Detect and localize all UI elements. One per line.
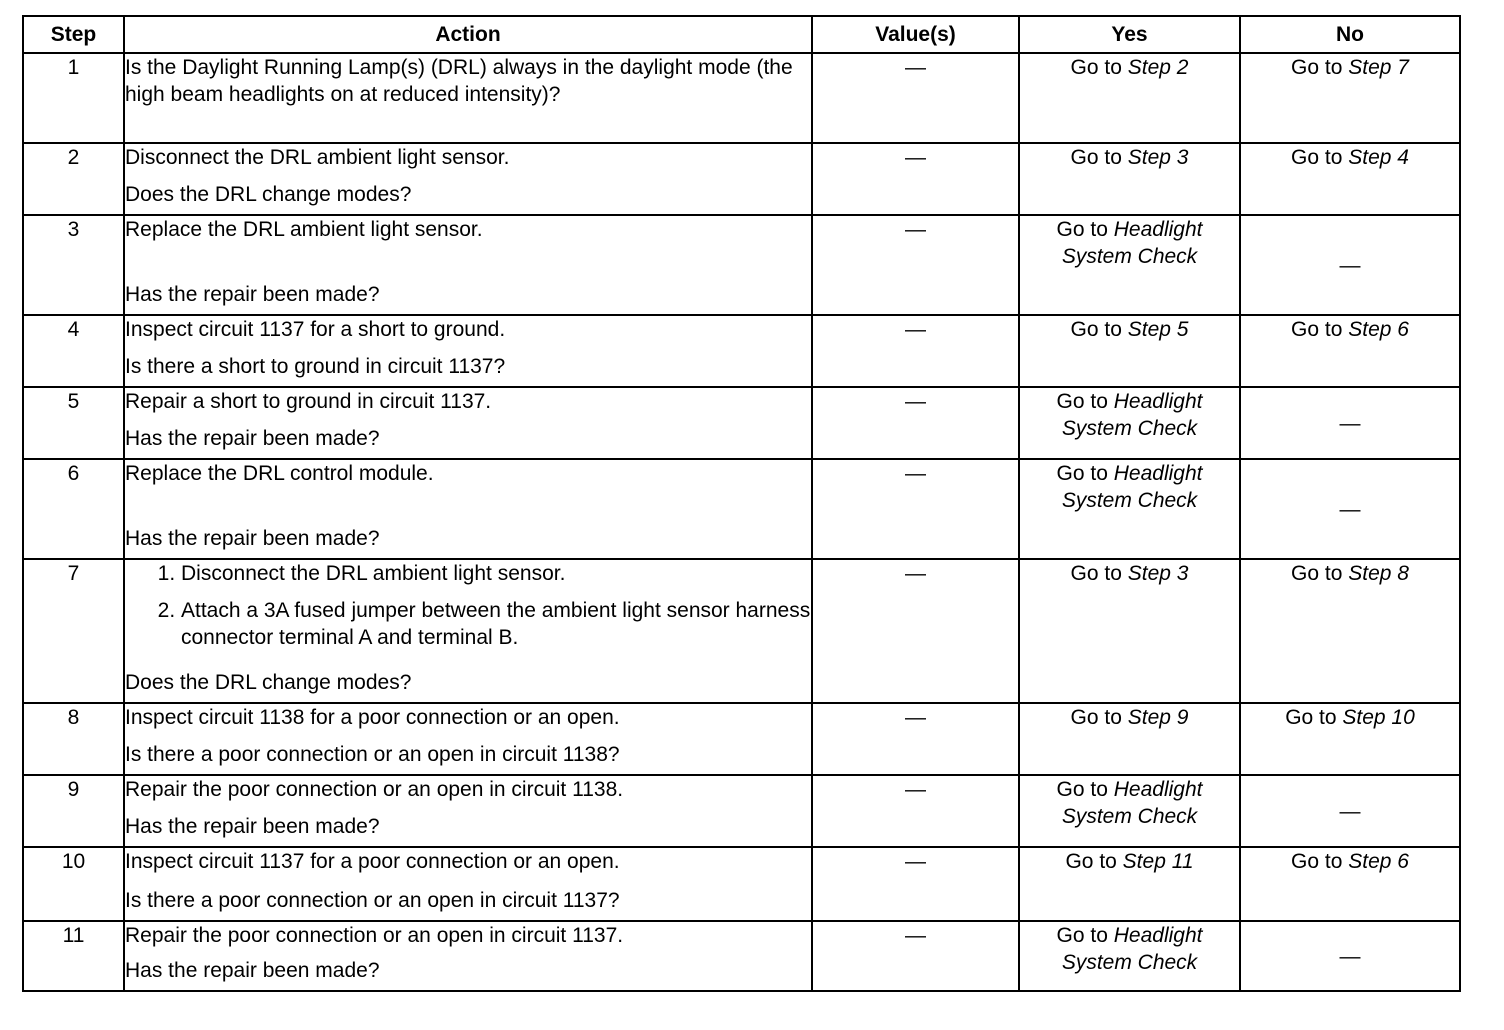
header-row <box>23 16 1460 53</box>
yes-goto-target[interactable]: Step 9 <box>1127 706 1189 729</box>
step-number: 8 <box>23 703 124 775</box>
value-cell: — <box>812 775 1019 847</box>
yes-goto-prefix: Go to <box>1070 146 1128 169</box>
step-number: 9 <box>23 775 124 847</box>
action-cell <box>124 315 812 387</box>
action-content <box>125 922 811 984</box>
action-content <box>125 216 811 308</box>
yes-cell <box>1019 143 1240 215</box>
yes-cell <box>1019 775 1240 847</box>
action-instruction: Replace the DRL control module. <box>125 462 434 485</box>
yes-goto-prefix: Go to <box>1070 318 1128 341</box>
yes-goto-prefix: Go to <box>1056 390 1114 413</box>
action-substeps <box>125 560 811 657</box>
no-goto-target[interactable]: Step 10 <box>1342 706 1415 729</box>
yes-cell <box>1019 559 1240 703</box>
action-cell <box>124 215 812 315</box>
action-cell <box>124 921 812 991</box>
action-cell <box>124 53 812 143</box>
action-question: Is there a poor connection or an open in circuit 1138? <box>125 743 620 766</box>
value-cell: — <box>812 847 1019 921</box>
action-cell <box>124 559 812 703</box>
no-cell <box>1240 703 1460 775</box>
step-number: 3 <box>23 215 124 315</box>
no-goto-target[interactable]: Step 6 <box>1348 850 1409 873</box>
step-number: 2 <box>23 143 124 215</box>
action-instruction: Repair the poor connection or an open in circuit 1138. <box>125 778 624 801</box>
no-goto-prefix: Go to <box>1285 706 1343 729</box>
no-goto-prefix: Go to <box>1291 146 1349 169</box>
yes-goto-target[interactable]: Headlight System Check <box>1061 462 1203 512</box>
action-content <box>125 54 811 136</box>
action-question: Has the repair been made? <box>125 527 380 550</box>
no-goto-prefix: Go to <box>1291 850 1349 873</box>
action-content <box>125 776 811 840</box>
action-substep: 1. Disconnect the DRL ambient light sensor. <box>181 560 811 587</box>
no-cell <box>1240 459 1460 559</box>
action-instruction: Inspect circuit 1137 for a short to ground. <box>125 318 506 341</box>
action-instruction: Repair the poor connection or an open in circuit 1137. <box>125 924 624 947</box>
no-goto-target[interactable]: Step 8 <box>1348 562 1409 585</box>
yes-goto-target[interactable]: Headlight System Check <box>1061 924 1203 974</box>
table-row <box>23 143 1460 215</box>
action-content <box>125 704 811 768</box>
table-body <box>23 53 1460 991</box>
yes-goto-target[interactable]: Step 11 <box>1122 850 1194 873</box>
table-row <box>23 215 1460 315</box>
no-cell <box>1240 215 1460 315</box>
yes-goto-target[interactable]: Headlight System Check <box>1061 778 1203 828</box>
no-cell <box>1240 921 1460 991</box>
action-cell <box>124 459 812 559</box>
no-value-dash: — <box>1339 497 1361 521</box>
yes-goto-prefix: Go to <box>1056 462 1114 485</box>
table-row <box>23 559 1460 703</box>
action-question: Has the repair been made? <box>125 815 380 838</box>
action-content <box>125 144 811 208</box>
no-cell <box>1240 143 1460 215</box>
yes-cell <box>1019 703 1240 775</box>
yes-goto-target[interactable]: Step 5 <box>1127 318 1189 341</box>
yes-cell <box>1019 921 1240 991</box>
diagnostic-table <box>22 15 1461 992</box>
yes-cell <box>1019 53 1240 143</box>
no-goto-target[interactable]: Step 6 <box>1348 318 1409 341</box>
value-cell: — <box>812 53 1019 143</box>
action-cell <box>124 387 812 459</box>
no-goto-prefix: Go to <box>1291 56 1349 79</box>
action-cell <box>124 143 812 215</box>
header-action: Action <box>124 16 812 53</box>
action-instruction: Repair a short to ground in circuit 1137. <box>125 390 492 413</box>
yes-cell <box>1019 847 1240 921</box>
action-cell <box>124 847 812 921</box>
header-values: Value(s) <box>812 16 1019 53</box>
action-question: Has the repair been made? <box>125 427 380 450</box>
yes-goto-target[interactable]: Step 2 <box>1127 56 1189 79</box>
action-question: Has the repair been made? <box>125 283 380 306</box>
value-cell: — <box>812 387 1019 459</box>
yes-cell <box>1019 315 1240 387</box>
no-cell <box>1240 53 1460 143</box>
value-cell: — <box>812 143 1019 215</box>
yes-goto-prefix: Go to <box>1056 778 1114 801</box>
step-number: 11 <box>23 921 124 991</box>
value-cell: — <box>812 459 1019 559</box>
action-content <box>125 848 811 914</box>
table-row <box>23 315 1460 387</box>
step-number: 5 <box>23 387 124 459</box>
action-instruction: Replace the DRL ambient light sensor. <box>125 218 483 241</box>
action-content <box>125 560 811 696</box>
action-cell <box>124 703 812 775</box>
action-instruction: Inspect circuit 1138 for a poor connection or an open. <box>125 706 620 729</box>
yes-goto-prefix: Go to <box>1056 218 1114 241</box>
no-value-dash: — <box>1339 944 1361 968</box>
action-substep: 2. Attach a 3A fused jumper between the ambient light sensor harness connector terminal A and terminal B. <box>181 597 811 651</box>
no-goto-prefix: Go to <box>1291 318 1349 341</box>
header-no: No <box>1240 16 1460 53</box>
no-goto-prefix: Go to <box>1291 562 1349 585</box>
action-question: Has the repair been made? <box>125 959 380 982</box>
table-row <box>23 387 1460 459</box>
step-number: 1 <box>23 53 124 143</box>
header-step: Step <box>23 16 124 53</box>
no-cell <box>1240 315 1460 387</box>
yes-cell <box>1019 459 1240 559</box>
table-row <box>23 459 1460 559</box>
action-question: Is there a short to ground in circuit 1137? <box>125 355 506 378</box>
action-question: Is there a poor connection or an open in circuit 1137? <box>125 889 620 912</box>
value-cell: — <box>812 315 1019 387</box>
yes-goto-prefix: Go to <box>1070 706 1128 729</box>
no-cell <box>1240 559 1460 703</box>
yes-goto-prefix: Go to <box>1056 924 1114 947</box>
action-instruction: Disconnect the DRL ambient light sensor. <box>125 146 510 169</box>
yes-goto-target[interactable]: Headlight System Check <box>1061 218 1203 268</box>
value-cell: — <box>812 703 1019 775</box>
step-number: 6 <box>23 459 124 559</box>
table-row <box>23 703 1460 775</box>
action-instruction: Inspect circuit 1137 for a poor connection or an open. <box>125 850 620 873</box>
table-row <box>23 53 1460 143</box>
step-number: 10 <box>23 847 124 921</box>
no-cell <box>1240 847 1460 921</box>
value-cell: — <box>812 215 1019 315</box>
step-number: 7 <box>23 559 124 703</box>
value-cell: — <box>812 921 1019 991</box>
table-row <box>23 775 1460 847</box>
no-value-dash: — <box>1339 799 1361 823</box>
no-goto-target[interactable]: Step 4 <box>1348 146 1409 169</box>
table-header <box>23 16 1460 53</box>
value-cell: — <box>812 559 1019 703</box>
step-number: 4 <box>23 315 124 387</box>
yes-cell <box>1019 215 1240 315</box>
yes-goto-target[interactable]: Headlight System Check <box>1061 390 1203 440</box>
action-question: Does the DRL change modes? <box>125 183 412 206</box>
action-cell <box>124 775 812 847</box>
table-row <box>23 847 1460 921</box>
header-yes: Yes <box>1019 16 1240 53</box>
no-value-dash: — <box>1339 411 1361 435</box>
action-content <box>125 388 811 452</box>
no-goto-target[interactable]: Step 7 <box>1348 56 1409 79</box>
no-value-dash: — <box>1339 253 1361 277</box>
yes-goto-target[interactable]: Step 3 <box>1127 562 1189 585</box>
action-content <box>125 460 811 552</box>
action-question: Does the DRL change modes? <box>125 671 412 694</box>
yes-goto-target[interactable]: Step 3 <box>1127 146 1189 169</box>
no-cell <box>1240 775 1460 847</box>
table-row <box>23 921 1460 991</box>
no-cell <box>1240 387 1460 459</box>
yes-goto-prefix: Go to <box>1070 562 1128 585</box>
action-instruction: Is the Daylight Running Lamp(s) (DRL) always in the daylight mode (the high beam headlights on at reduced intensity)? <box>125 56 793 106</box>
yes-cell <box>1019 387 1240 459</box>
action-content <box>125 316 811 380</box>
yes-goto-prefix: Go to <box>1065 850 1123 873</box>
yes-goto-prefix: Go to <box>1070 56 1128 79</box>
